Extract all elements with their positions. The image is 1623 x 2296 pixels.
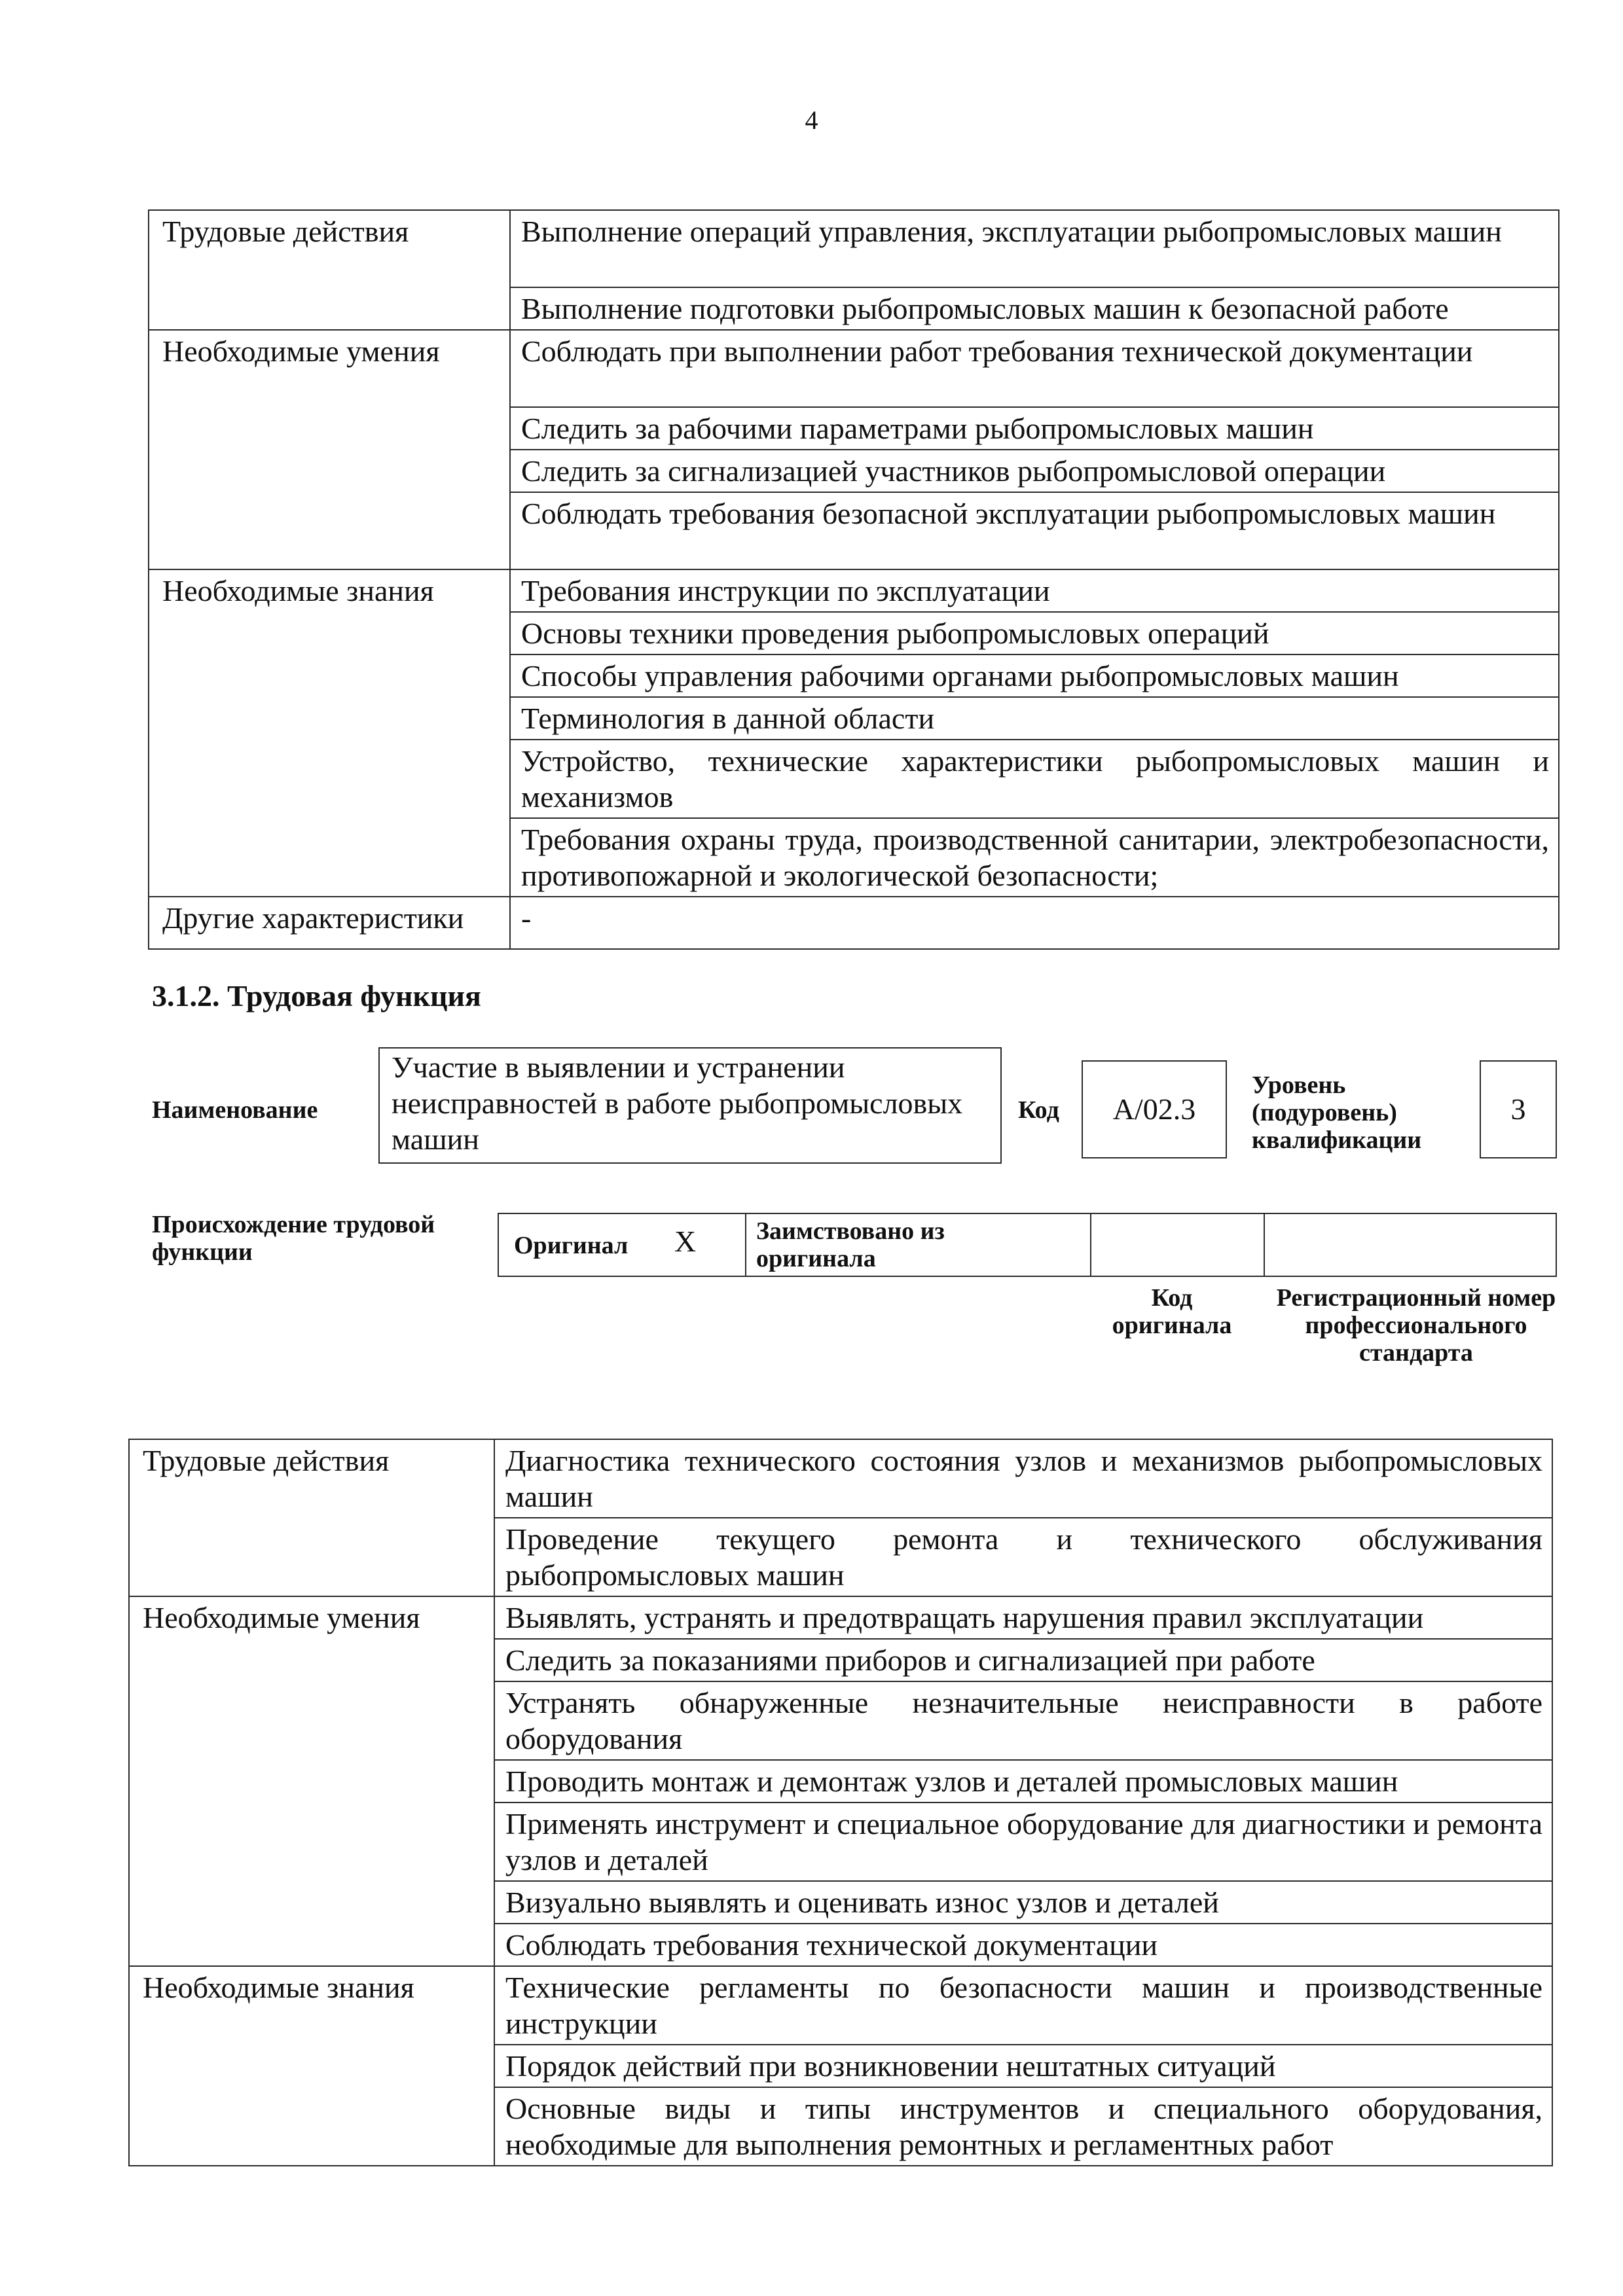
level-value: 3	[1510, 1092, 1526, 1126]
row-item: Визуально выявлять и оценивать износ узлов и деталей	[494, 1881, 1552, 1924]
row-item: Проведение текущего ремонта и технического обслуживания рыбопромысловых машин	[494, 1518, 1552, 1596]
table-row	[149, 897, 1559, 949]
table-row	[129, 1439, 1552, 1518]
row-item: Следить за рабочими параметрами рыбопромысловых машин	[510, 407, 1559, 450]
table-row	[149, 330, 1559, 407]
function-name: Участие в выявлении и устранении неисправностей в работе рыбопромысловых машин	[392, 1050, 963, 1156]
row-item: Устранять обнаруженные незначительные неисправности в работе оборудования	[494, 1681, 1552, 1760]
row-label: Трудовые действия	[129, 1439, 494, 1596]
row-item: Диагностика технического состояния узлов и механизмов рыбопромысловых машин	[494, 1439, 1552, 1518]
row-label: Трудовые действия	[149, 210, 510, 330]
origin-divider	[745, 1213, 746, 1277]
row-item: Требования инструкции по эксплуатации	[510, 569, 1559, 612]
row-item: Проводить монтаж и демонтаж узлов и деталей промысловых машин	[494, 1760, 1552, 1803]
row-item: Способы управления рабочими органами рыбопромысловых машин	[510, 655, 1559, 697]
row-item: Устройство, технические характеристики рыбопромысловых машин и механизмов	[510, 740, 1559, 818]
code-caption: Код оригинала	[1112, 1284, 1232, 1339]
table-row	[149, 210, 1559, 287]
table-row	[149, 569, 1559, 612]
row-item: Требования охраны труда, производственной санитарии, электробезопасности, противопожарной и экологической безопасности;	[510, 818, 1559, 897]
origin-divider	[1090, 1213, 1091, 1277]
row-item: Следить за показаниями приборов и сигнализацией при работе	[494, 1639, 1552, 1681]
origin-label: Происхождение трудовой функции	[152, 1211, 435, 1266]
row-label: Необходимые умения	[149, 330, 510, 569]
code-label: Код	[1018, 1096, 1059, 1124]
row-item: Соблюдать при выполнении работ требования технической документации	[510, 330, 1559, 407]
row-label: Необходимые знания	[129, 1966, 494, 2166]
row-item: Терминология в данной области	[510, 697, 1559, 740]
row-label: Необходимые умения	[129, 1596, 494, 1966]
row-item: Соблюдать требования безопасной эксплуатации рыбопромысловых машин	[510, 492, 1559, 569]
row-item: Выполнение операций управления, эксплуатации рыбопромысловых машин	[510, 210, 1559, 287]
work-function-table-2	[128, 1439, 1553, 2166]
row-item: Технические регламенты по безопасности машин и производственные инструкции	[494, 1966, 1552, 2045]
row-item: Применять инструмент и специальное оборудование для диагностики и ремонта узлов и деталей	[494, 1803, 1552, 1881]
code-value: А/02.3	[1112, 1092, 1196, 1126]
row-item: Соблюдать требования технической документации	[494, 1924, 1552, 1966]
row-item: Основы техники проведения рыбопромысловых операций	[510, 612, 1559, 655]
origin-box	[498, 1213, 1557, 1277]
row-item: Основные виды и типы инструментов и специального оборудования, необходимые для выполнения ремонтных и регламентных работ	[494, 2087, 1552, 2166]
row-label: Необходимые знания	[149, 569, 510, 897]
section-title: 3.1.2. Трудовая функция	[152, 979, 481, 1013]
row-item: Выполнение подготовки рыбопромысловых машин к безопасной работе	[510, 287, 1559, 330]
original-label: Оригинал	[514, 1232, 629, 1259]
table-row	[129, 1596, 1552, 1639]
reg-caption: Регистрационный номер профессионального стандарта	[1276, 1284, 1556, 1367]
row-item: -	[510, 897, 1559, 949]
row-item: Порядок действий при возникновении нештатных ситуаций	[494, 2045, 1552, 2087]
name-label: Наименование	[152, 1096, 318, 1124]
table-row	[129, 1966, 1552, 2045]
level-label: Уровень (подуровень) квалификации	[1252, 1071, 1422, 1154]
origin-divider	[1264, 1213, 1265, 1277]
original-mark: X	[674, 1225, 697, 1258]
row-label: Другие характеристики	[149, 897, 510, 949]
row-item: Следить за сигнализацией участников рыбопромысловой операции	[510, 450, 1559, 492]
page-number: 4	[805, 105, 818, 135]
work-function-table-1	[148, 209, 1559, 950]
row-item: Выявлять, устранять и предотвращать нарушения правил эксплуатации	[494, 1596, 1552, 1639]
borrowed-label: Заимствовано из оригинала	[756, 1217, 945, 1272]
